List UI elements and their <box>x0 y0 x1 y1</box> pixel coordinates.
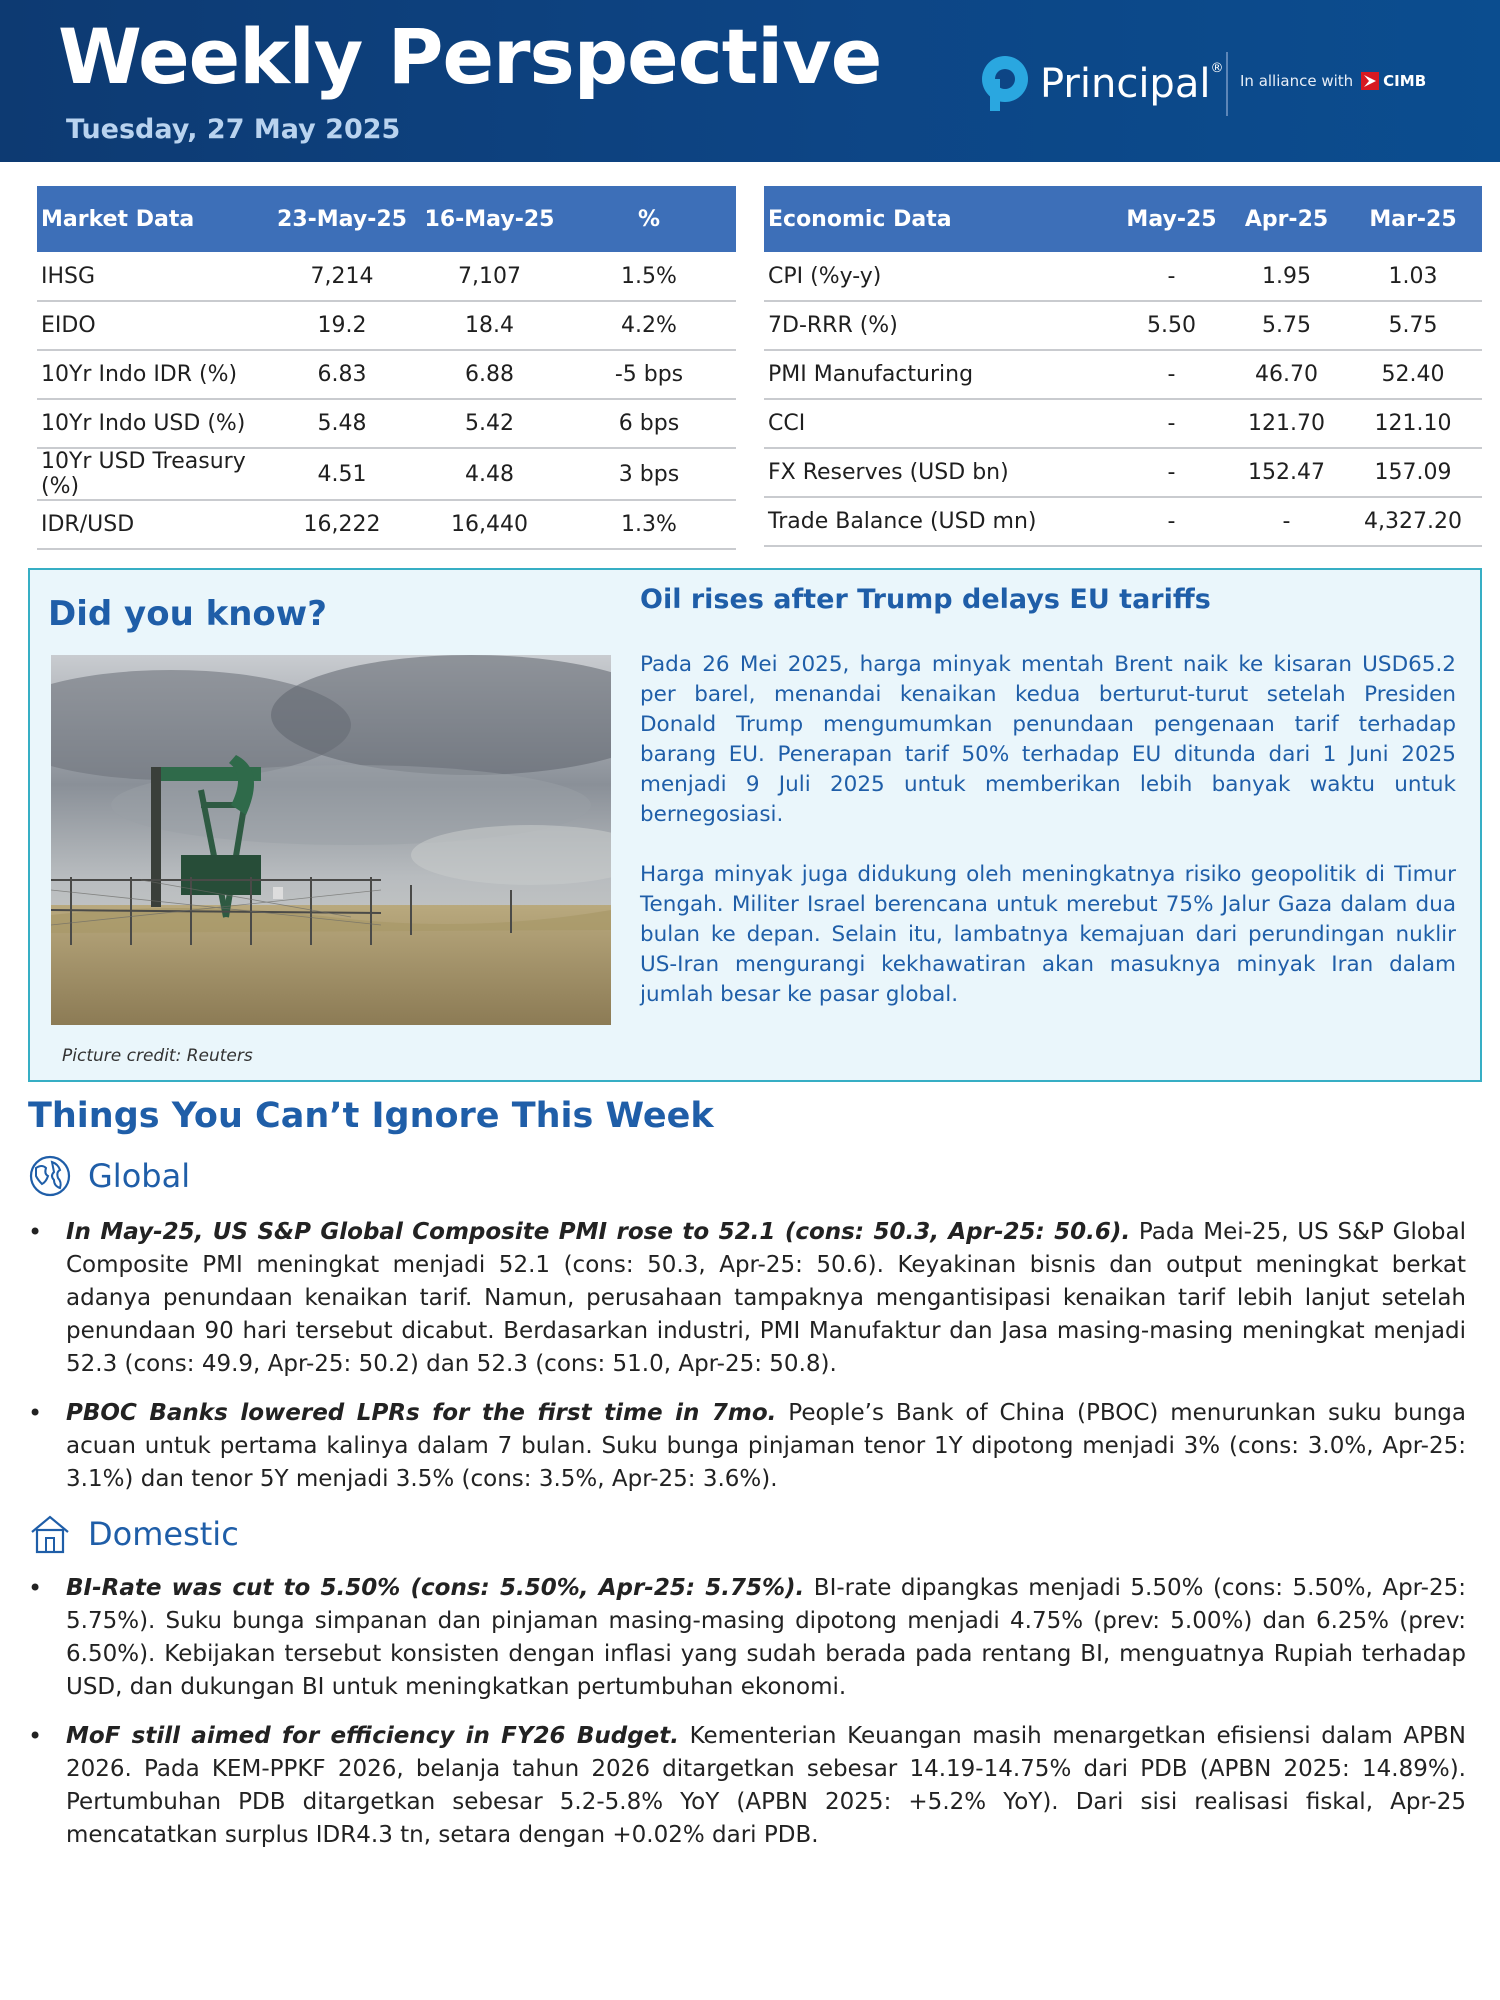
table-cell: 5.42 <box>417 399 562 448</box>
table-cell: 4.48 <box>417 448 562 500</box>
table-cell: 6.83 <box>267 350 417 399</box>
table-row <box>37 252 736 301</box>
row-label: 10Yr Indo IDR (%) <box>37 350 267 399</box>
article-paragraph: Pada 26 Mei 2025, harga minyak mentah Brent naik ke kisaran USD65.2 per barel, menandai kenaikan kedua berturut-turut setelah Presiden Donald Trump mengumumkan penundaan pengenaan tarif terhadap barang EU. Penerapan tarif 50% terhadap EU ditunda dari 1 Juni 2025 menjadi 9 Juli 2025 untuk memberikan lebih banyak waktu untuk bernegosiasi. <box>640 652 1456 827</box>
row-label: PMI Manufacturing <box>764 350 1114 399</box>
page-title: Weekly Perspective <box>58 12 882 101</box>
item-body: Pada Mei-25, US S&P Global Composite PMI meningkat menjadi 52.1 (cons: 50.3, Apr-25: 50.6). Keyakinan bisnis dan output meningkat berkat adanya penundaan kenaikan tarif. Namun, perusahaan tampaknya mengantisipasi kenaikan tarif lebih lanjut setelah penundaan 90 hari tersebut dicabut. Berdasarkan industri, PMI Manufaktur dan Jasa masing-masing meningkat menjadi 52.3 (cons: 49.9, Apr-25: 50.2) dan 52.3 (cons: 51.0, Apr-25: 50.8). <box>66 1219 1466 1377</box>
table-row <box>37 500 736 549</box>
table-row <box>764 497 1482 546</box>
row-label: IDR/USD <box>37 500 267 549</box>
column-header: Apr-25 <box>1229 186 1344 252</box>
table-cell: 5.75 <box>1344 301 1482 350</box>
photo-credit: Picture credit: Reuters <box>62 1046 253 1066</box>
registered-mark: ® <box>1210 61 1224 76</box>
table-cell: 7,107 <box>417 252 562 301</box>
table-cell: 4.2% <box>562 301 736 350</box>
column-header: 23-May-25 <box>267 186 417 252</box>
list-item <box>26 1572 1466 1704</box>
logo-divider <box>1226 52 1228 116</box>
table-cell: 19.2 <box>267 301 417 350</box>
section-title: Things You Can’t Ignore This Week <box>28 1096 714 1136</box>
column-header: Economic Data <box>764 186 1114 252</box>
table-cell: 52.40 <box>1344 350 1482 399</box>
table-row <box>37 448 736 500</box>
column-header: 16-May-25 <box>417 186 562 252</box>
row-label: Trade Balance (USD mn) <box>764 497 1114 546</box>
table-cell: - <box>1114 252 1229 301</box>
table-cell: 157.09 <box>1344 448 1482 497</box>
table-cell: - <box>1229 497 1344 546</box>
item-body: People’s Bank of China (PBOC) menurunkan suku bunga acuan untuk pertama kalinya dalam 7 bulan. Suku bunga pinjaman tenor 1Y dipotong menjadi 3% (cons: 3.0%, Apr-25: 3.1%) dan tenor 5Y menjadi 3.5% (cons: 3.5%, Apr-25: 3.6%). <box>66 1400 1466 1492</box>
table-row <box>764 252 1482 301</box>
row-label: FX Reserves (USD bn) <box>764 448 1114 497</box>
report-date: Tuesday, 27 May 2025 <box>66 114 401 145</box>
row-label: IHSG <box>37 252 267 301</box>
table-cell: 1.3% <box>562 500 736 549</box>
row-label: CPI (%y-y) <box>764 252 1114 301</box>
alliance-text: In alliance with <box>1240 72 1354 90</box>
table-cell: 121.70 <box>1229 399 1344 448</box>
house-icon <box>28 1512 72 1556</box>
item-lead: In May-25, US S&P Global Composite PMI rose to 52.1 (cons: 50.3, Apr-25: 50.6). <box>66 1219 1131 1245</box>
table-cell: 7,214 <box>267 252 417 301</box>
principal-logo <box>978 48 1223 120</box>
article-headline: Oil rises after Trump delays EU tariffs <box>640 584 1211 615</box>
item-lead: PBOC Banks lowered LPRs for the first time in 7mo. <box>66 1400 777 1426</box>
row-label: 10Yr USD Treasury (%) <box>37 448 267 500</box>
item-lead: BI-Rate was cut to 5.50% (cons: 5.50%, Apr-25: 5.75%). <box>66 1575 805 1601</box>
item-lead: MoF still aimed for efficiency in FY26 Budget. <box>66 1723 679 1749</box>
did-you-know-title: Did you know? <box>48 594 327 634</box>
column-header: Mar-25 <box>1344 186 1482 252</box>
column-header: May-25 <box>1114 186 1229 252</box>
item-body: Kementerian Keuangan masih menargetkan efisiensi dalam APBN 2026. Pada KEM-PPKF 2026, belanja tahun 2026 ditargetkan sebesar 14.19-14.75% dari PDB (APBN 2025: 14.89%). Pertumbuhan PDB ditargetkan sebesar 5.2-5.8% YoY (APBN 2025: +5.2% YoY). Dari sisi realisasi fiskal, Apr-25 mencatatkan surplus IDR4.3 tn, setara dengan +0.02% dari PDB. <box>66 1723 1466 1848</box>
header-banner <box>0 0 1500 162</box>
table-cell: 1.03 <box>1344 252 1482 301</box>
table-cell: 4.51 <box>267 448 417 500</box>
table-row <box>37 399 736 448</box>
table-row <box>37 301 736 350</box>
table-row <box>37 350 736 399</box>
table-cell: 5.50 <box>1114 301 1229 350</box>
global-heading-label: Global <box>88 1157 191 1195</box>
oil-pumpjack-photo <box>51 655 611 1025</box>
table-cell: 6 bps <box>562 399 736 448</box>
row-label: EIDO <box>37 301 267 350</box>
domestic-news-list <box>26 1572 1466 1852</box>
table-cell: 152.47 <box>1229 448 1344 497</box>
table-cell: 1.5% <box>562 252 736 301</box>
list-item <box>26 1397 1466 1496</box>
table-cell: 5.48 <box>267 399 417 448</box>
economic-data-table <box>764 186 1482 547</box>
column-header: Market Data <box>37 186 267 252</box>
table-cell: - <box>1114 448 1229 497</box>
table-cell: -5 bps <box>562 350 736 399</box>
global-heading <box>28 1154 190 1198</box>
table-cell: 1.95 <box>1229 252 1344 301</box>
table-cell: - <box>1114 399 1229 448</box>
table-row <box>764 448 1482 497</box>
table-cell: 3 bps <box>562 448 736 500</box>
did-you-know-box <box>28 568 1482 1082</box>
table-cell: 16,222 <box>267 500 417 549</box>
article-paragraph: Harga minyak juga didukung oleh meningkatnya risiko geopolitik di Timur Tengah. Militer Israel berencana untuk merebut 75% Jalur Gaza dalam dua bulan ke depan. Selain itu, lambatnya kemajuan dari perundingan nuklir US-Iran mengurangi kekhawatiran akan masuknya minyak Iran dalam jumlah besar ke pasar global. <box>640 862 1456 1007</box>
table-cell: 16,440 <box>417 500 562 549</box>
list-item <box>26 1216 1466 1381</box>
domestic-heading-label: Domestic <box>88 1515 239 1553</box>
item-body: BI-rate dipangkas menjadi 5.50% (cons: 5.50%, Apr-25: 5.75%). Suku bunga simpanan dan pinjaman masing-masing dipotong menjadi 4.75% (prev: 5.00%) dan 6.25% (prev: 6.50%). Kebijakan tersebut konsisten dengan inflasi yang sudah berada pada rentang BI, menguatnya Rupiah terhadap USD, dan dukungan BI untuk meningkatkan pertumbuhan ekonomi. <box>66 1575 1466 1700</box>
column-header: % <box>562 186 736 252</box>
row-label: 10Yr Indo USD (%) <box>37 399 267 448</box>
table-row <box>764 301 1482 350</box>
table-row <box>764 350 1482 399</box>
article-body <box>640 650 1456 1010</box>
table-cell: 5.75 <box>1229 301 1344 350</box>
globe-icon <box>28 1154 72 1198</box>
table-cell: - <box>1114 350 1229 399</box>
table-cell: 6.88 <box>417 350 562 399</box>
list-item <box>26 1720 1466 1852</box>
brand-name: Principal <box>1040 61 1211 107</box>
table-cell: 18.4 <box>417 301 562 350</box>
table-header-row <box>37 186 736 252</box>
table-cell: 4,327.20 <box>1344 497 1482 546</box>
table-cell: 46.70 <box>1229 350 1344 399</box>
row-label: CCI <box>764 399 1114 448</box>
table-cell: 121.10 <box>1344 399 1482 448</box>
alliance-badge <box>1240 72 1426 90</box>
table-header-row <box>764 186 1482 252</box>
global-news-list <box>26 1216 1466 1496</box>
principal-logo-icon <box>978 53 1032 115</box>
table-cell: - <box>1114 497 1229 546</box>
partner-name: CIMB <box>1383 72 1427 90</box>
market-data-table <box>37 186 736 550</box>
table-row <box>764 399 1482 448</box>
cimb-logo-icon <box>1361 72 1379 90</box>
row-label: 7D-RRR (%) <box>764 301 1114 350</box>
domestic-heading <box>28 1512 239 1556</box>
